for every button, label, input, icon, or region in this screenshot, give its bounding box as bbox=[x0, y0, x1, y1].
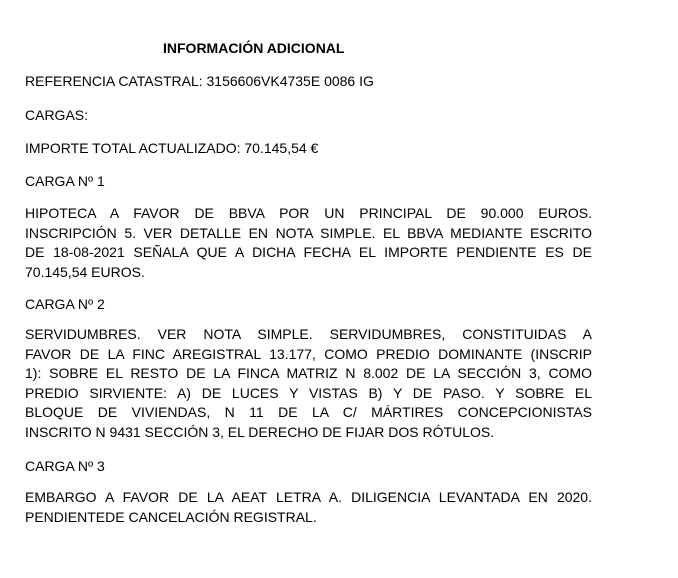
carga-1-line: 70.145,54 EUROS. bbox=[25, 263, 145, 280]
carga-1-line: HIPOTECA A FAVOR DE BBVA POR UN PRINCIPAL DE 90.000 EUROS. bbox=[25, 205, 592, 221]
carga-1-line: INSCRIPCIÓN 5. VER DETALLE EN NOTA SIMPLE. EL BBVA MEDIANTE ESCRITO bbox=[25, 224, 592, 241]
carga-3-line: EMBARGO A FAVOR DE LA AEAT LETRA A. DILIGENCIA LEVANTADA EN 2020. bbox=[25, 489, 592, 505]
carga-3-heading: CARGA Nº 3 bbox=[25, 458, 105, 474]
carga-1-line: DE 18-08-2021 SEÑALA QUE A DICHA FECHA EL IMPORTE PENDIENTE ES DE bbox=[25, 244, 592, 260]
carga-2-line: PREDIO SIRVIENTE: A) DE LUCES Y VISTAS B) Y DE PASO. Y SOBRE EL bbox=[25, 384, 592, 401]
carga-2-heading: CARGA Nº 2 bbox=[25, 296, 105, 312]
carga-2-text bbox=[25, 325, 592, 442]
importe-total: IMPORTE TOTAL ACTUALIZADO: 70.145,54 € bbox=[25, 140, 319, 156]
carga-2-line: SERVIDUMBRES. VER NOTA SIMPLE. SERVIDUMBRES, CONSTITUIDAS A bbox=[25, 326, 592, 342]
carga-3-line: PENDIENTEDE CANCELACIÓN REGISTRAL. bbox=[25, 508, 317, 525]
carga-2-line: INSCRITO N 9431 SECCIÓN 3, EL DERECHO DE FIJAR DOS RÓTULOS. bbox=[25, 423, 495, 440]
cargas-label: CARGAS: bbox=[25, 107, 89, 123]
referencia-catastral: REFERENCIA CATASTRAL: 3156606VK4735E 0086 IG bbox=[25, 73, 374, 89]
carga-1-heading: CARGA Nº 1 bbox=[25, 173, 105, 189]
carga-2-line: FAVOR DE LA FINC AREGISTRAL 13.177, COMO PREDIO DOMINANTE (INSCRIP bbox=[25, 345, 592, 362]
carga-1-text bbox=[25, 204, 592, 282]
carga-2-line: BLOQUE DE VIVIENDAS, N 11 DE LA C/ MÁRTIRES CONCEPCIONISTAS bbox=[25, 404, 592, 420]
document-title: INFORMACIÓN ADICIONAL bbox=[163, 40, 345, 56]
carga-2-line: 1): SOBRE EL RESTO DE LA FINCA MATRIZ N 8.002 DE LA SECCIÓN 3, COMO bbox=[25, 365, 592, 381]
carga-3-text bbox=[25, 488, 592, 527]
